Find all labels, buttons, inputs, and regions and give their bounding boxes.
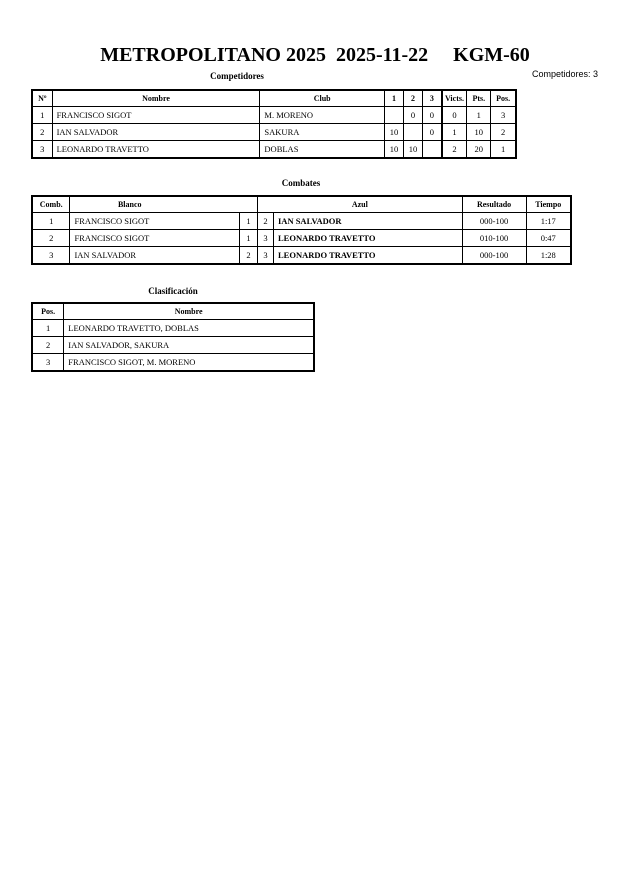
table-row <box>32 354 314 372</box>
cell-round-1: 10 <box>384 141 403 159</box>
cell-white: FRANCISCO SIGOT <box>70 230 240 247</box>
cell-number: 1 <box>32 107 52 124</box>
cell-position: 2 <box>32 337 64 354</box>
classification-section-title: Clasificación <box>148 286 198 296</box>
cell-position: 1 <box>491 141 516 159</box>
table-row <box>32 124 516 141</box>
cell-result: 000-100 <box>462 247 526 265</box>
fights-section-title: Combates <box>281 178 321 188</box>
col-header: Nº <box>32 90 52 107</box>
cell-victories: 1 <box>442 124 467 141</box>
cell-blue: LEONARDO TRAVETTO <box>274 247 463 265</box>
cell-result: 010-100 <box>462 230 526 247</box>
cell-name: FRANCISCO SIGOT <box>52 107 260 124</box>
col-header: Azul <box>258 196 463 213</box>
table-row <box>32 141 516 159</box>
table-row <box>32 247 571 265</box>
cell-round-2: 10 <box>404 141 423 159</box>
cell-round-2 <box>404 124 423 141</box>
cell-time: 0:47 <box>526 230 571 247</box>
competitors-table <box>31 89 517 159</box>
cell-white-number: 1 <box>240 213 258 230</box>
cell-time: 1:17 <box>526 213 571 230</box>
cell-points: 1 <box>467 107 491 124</box>
cell-club: SAKURA <box>260 124 385 141</box>
cell-victories: 0 <box>442 107 467 124</box>
col-header: Club <box>260 90 385 107</box>
col-header: 3 <box>423 90 442 107</box>
col-header: 1 <box>384 90 403 107</box>
cell-time: 1:28 <box>526 247 571 265</box>
col-header: Blanco <box>70 196 258 213</box>
cell-round-2: 0 <box>404 107 423 124</box>
table-row <box>32 107 516 124</box>
cell-result: 000-100 <box>462 213 526 230</box>
cell-blue-number: 2 <box>258 213 274 230</box>
cell-fight-number: 2 <box>32 230 70 247</box>
col-header: Pts. <box>467 90 491 107</box>
fights-table <box>31 195 572 265</box>
cell-white: IAN SALVADOR <box>70 247 240 265</box>
col-header: Victs. <box>442 90 467 107</box>
cell-victories: 2 <box>442 141 467 159</box>
cell-round-3: 0 <box>423 107 442 124</box>
cell-name: LEONARDO TRAVETTO, DOBLAS <box>64 320 314 337</box>
cell-white-number: 2 <box>240 247 258 265</box>
cell-number: 2 <box>32 124 52 141</box>
cell-fight-number: 1 <box>32 213 70 230</box>
table-row <box>32 230 571 247</box>
cell-fight-number: 3 <box>32 247 70 265</box>
cell-blue-number: 3 <box>258 230 274 247</box>
col-header: Tiempo <box>526 196 571 213</box>
classification-header-row <box>32 303 314 320</box>
cell-blue: IAN SALVADOR <box>274 213 463 230</box>
col-header: Resultado <box>462 196 526 213</box>
cell-club: M. MORENO <box>260 107 385 124</box>
col-header: Comb. <box>32 196 70 213</box>
cell-name: LEONARDO TRAVETTO <box>52 141 260 159</box>
cell-name: IAN SALVADOR <box>52 124 260 141</box>
col-header: 2 <box>404 90 423 107</box>
cell-round-3: 0 <box>423 124 442 141</box>
col-header: Pos. <box>32 303 64 320</box>
classification-table <box>31 302 315 372</box>
cell-position: 3 <box>491 107 516 124</box>
table-row <box>32 337 314 354</box>
cell-position: 1 <box>32 320 64 337</box>
col-header: Nombre <box>52 90 260 107</box>
competitors-header-row <box>32 90 516 107</box>
cell-blue: LEONARDO TRAVETTO <box>274 230 463 247</box>
page-title: METROPOLITANO 2025 2025-11-22 KGM-60 <box>100 44 530 66</box>
cell-points: 10 <box>467 124 491 141</box>
cell-points: 20 <box>467 141 491 159</box>
cell-number: 3 <box>32 141 52 159</box>
competitor-count: Competidores: 3 <box>531 69 598 79</box>
cell-white: FRANCISCO SIGOT <box>70 213 240 230</box>
cell-position: 3 <box>32 354 64 372</box>
cell-blue-number: 3 <box>258 247 274 265</box>
fights-header-row <box>32 196 571 213</box>
col-header: Pos. <box>491 90 516 107</box>
col-header: Nombre <box>64 303 314 320</box>
table-row <box>32 213 571 230</box>
table-row <box>32 320 314 337</box>
cell-position: 2 <box>491 124 516 141</box>
competitors-section-title: Competidores <box>210 71 264 81</box>
cell-round-1: 10 <box>384 124 403 141</box>
cell-white-number: 1 <box>240 230 258 247</box>
cell-round-3 <box>423 141 442 159</box>
cell-name: FRANCISCO SIGOT, M. MORENO <box>64 354 314 372</box>
cell-round-1 <box>384 107 403 124</box>
cell-name: IAN SALVADOR, SAKURA <box>64 337 314 354</box>
cell-club: DOBLAS <box>260 141 385 159</box>
